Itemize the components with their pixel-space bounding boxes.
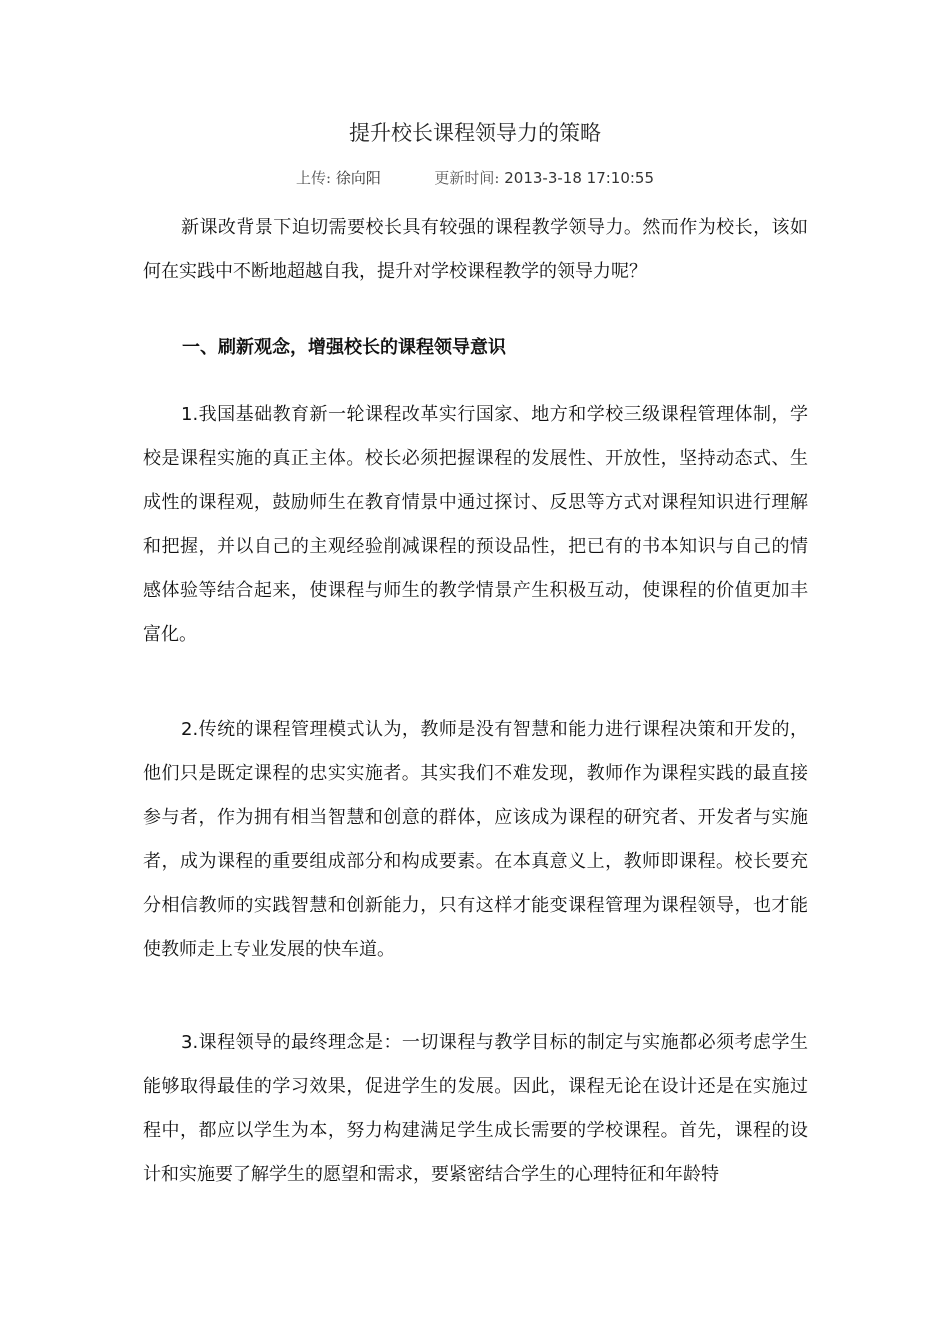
document-meta: [0, 166, 950, 190]
paragraph-3: 3.课程领导的最终理念是：一切课程与教学目标的制定与实施都必须考虑学生能够取得最佳的学习效果，促进学生的发展。因此，课程无论在设计还是在实施过程中，都应以学生为本，努力构建满足学生成长需要的学校课程。首先，课程的设计和实施要了解学生的愿望和需求，要紧密结合学生的心理特征和年龄特: [143, 1032, 808, 1185]
updated-time: 2013-3-18 17:10:55: [504, 169, 655, 187]
paragraph-2: 2.传统的课程管理模式认为，教师是没有智慧和能力进行课程决策和开发的，他们只是既定课程的忠实实施者。其实我们不难发现，教师作为课程实践的最直接参与者，作为拥有相当智慧和创意的群体，应该成为课程的研究者、开发者与实施者，成为课程的重要组成部分和构成要素。在本真意义上，教师即课程。校长要充分相信教师的实践智慧和创新能力，只有这样才能变课程管理为课程领导，也才能使教师走上专业发展的快车道。: [143, 719, 808, 960]
paragraph-1: 1.我国基础教育新一轮课程改革实行国家、地方和学校三级课程管理体制，学校是课程实施的真正主体。校长必须把握课程的发展性、开放性，坚持动态式、生成性的课程观，鼓励师生在教育情景中通过探讨、反思等方式对课程知识进行理解和把握，并以自己的主观经验削减课程的预设品性，把已有的书本知识与自己的情感体验等结合起来，使课程与师生的教学情景产生积极互动，使课程的价值更加丰富化。: [143, 404, 808, 645]
intro-paragraph: 新课改背景下迫切需要校长具有较强的课程教学领导力。然而作为校长，该如何在实践中不断地超越自我，提升对学校课程教学的领导力呢？: [143, 217, 808, 282]
updated-label: 更新时间:: [434, 169, 500, 187]
section-heading: 一、刷新观念，增强校长的课程领导意识: [182, 337, 506, 358]
uploader-name: 徐向阳: [335, 169, 381, 187]
document-title: 提升校长课程领导力的策略: [349, 121, 601, 145]
uploader-label: 上传:: [295, 169, 332, 187]
